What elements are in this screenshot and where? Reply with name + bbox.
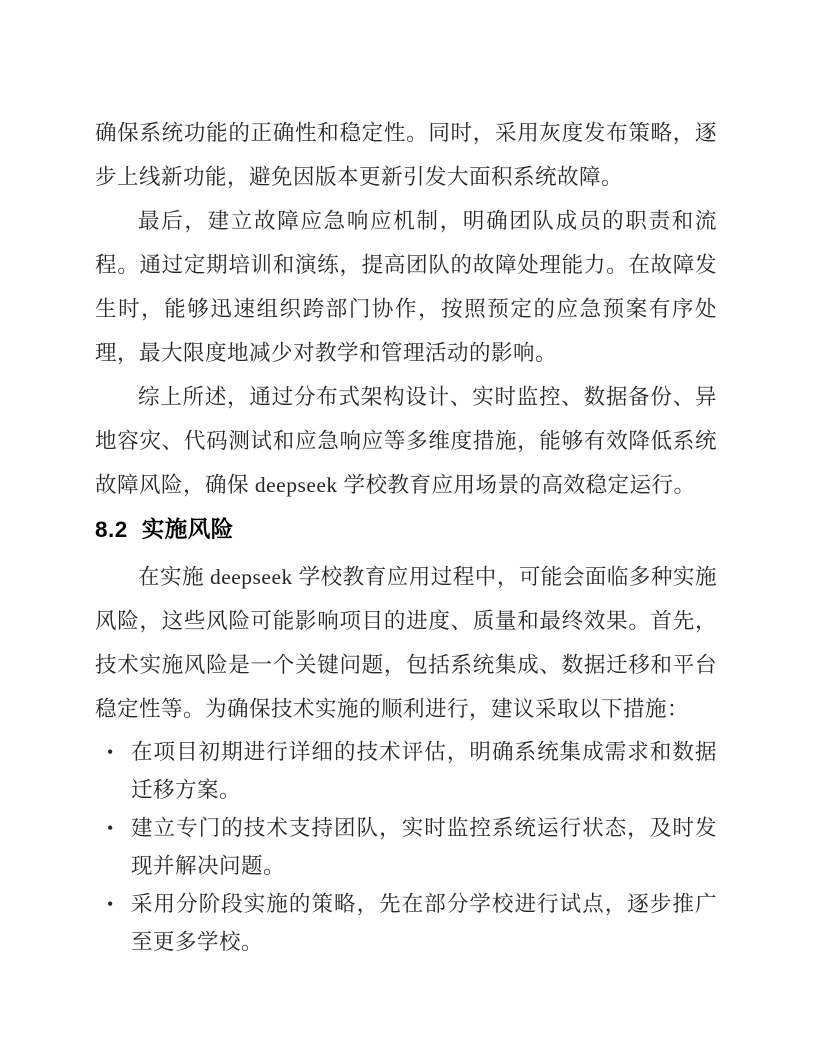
- list-item: [95, 809, 717, 885]
- bullet-icon: •: [107, 742, 114, 762]
- paragraph-continuation: 确保系统功能的正确性和稳定性。同时，采用灰度发布策略，逐步上线新功能，避免因版本更新引发大面积系统故障。: [95, 121, 717, 189]
- section-title: 实施风险: [141, 517, 234, 542]
- document-content: [95, 111, 717, 961]
- list-item: [95, 733, 717, 809]
- bullet-icon: •: [107, 894, 114, 914]
- bullet-icon: •: [107, 818, 114, 838]
- list-item-text: 建立专门的技术支持团队，实时监控系统运行状态，及时发现并解决问题。: [131, 816, 717, 878]
- paragraph-emergency-response: 最后，建立故障应急响应机制，明确团队成员的职责和流程。通过定期培训和演练，提高团队的故障处理能力。在故障发生时，能够迅速组织跨部门协作，按照预定的应急预案有序处理，最大限度地减少对教学和管理活动的影响。: [95, 209, 717, 365]
- list-item-text: 采用分阶段实施的策略，先在部分学校进行试点，逐步推广至更多学校。: [131, 892, 717, 954]
- section-number: 8.2: [95, 517, 128, 542]
- measures-list: [95, 733, 717, 961]
- list-item-text: 在项目初期进行详细的技术评估，明确系统集成需求和数据迁移方案。: [131, 740, 717, 802]
- paragraph-summary: 综上所述，通过分布式架构设计、实时监控、数据备份、异地容灾、代码测试和应急响应等多维度措施，能够有效降低系统故障风险，确保 deepseek 学校教育应用场景的高效稳定运行。: [95, 385, 717, 497]
- paragraph-implementation-risk: 在实施 deepseek 学校教育应用过程中，可能会面临多种实施风险，这些风险可能影响项目的进度、质量和最终效果。首先，技术实施风险是一个关键问题，包括系统集成、数据迁移和平台稳定性等。为确保技术实施的顺利进行，建议采取以下措施：: [95, 565, 717, 721]
- section-heading: [95, 509, 717, 551]
- list-item: [95, 885, 717, 961]
